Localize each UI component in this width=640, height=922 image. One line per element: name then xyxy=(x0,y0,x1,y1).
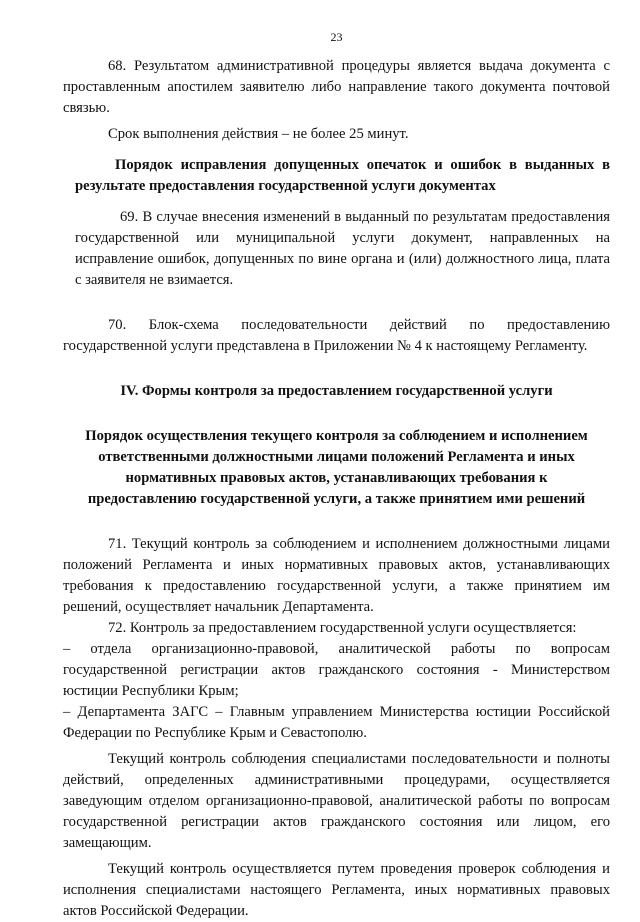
paragraph-72: 72. Контроль за предоставлением государственной услуги осуществляется: xyxy=(108,620,577,636)
heading-corrections: Порядок исправления допущенных опечаток и ошибок в выданных в результате предоставления государственной услуги документах xyxy=(75,157,610,194)
paragraph-72-item-1: – отдела организационно-правовой, аналитической работы по вопросам государственной регистрации актов гражданского состояния - Министерством юстиции Республики Крым; xyxy=(63,641,610,699)
paragraph-71: 71. Текущий контроль за соблюдением и исполнением должностными лицами положений Регламента и иных нормативных правовых актов, устанавливающих требования к предоставлению государственной услуги, а также принятием им решений, осуществляет начальник Департамента. xyxy=(63,536,610,615)
paragraph-checks: Текущий контроль осуществляется путем проведения проверок соблюдения и исполнения специалистами настоящего Регламента, иных нормативных правовых актов Российской Федерации. xyxy=(63,861,610,919)
paragraph-current-control: Текущий контроль соблюдения специалистами последовательности и полноты действий, определенных административными процедурами, осуществляется заведующим отделом организационно-правовой, аналитической работы по вопросам государственной регистрации актов гражданского состояния или лицом, его замещающим. xyxy=(63,751,610,851)
paragraph-72-item-2: – Департамента ЗАГС – Главным управлением Министерства юстиции Российской Федерации по Республике Крым и Севастополю. xyxy=(63,704,610,741)
paragraph-69: 69. В случае внесения изменений в выданный по результатам предоставления государственной или муниципальной услуги документ, направленных на исправление ошибок, допущенных по вине органа и (или) должностного лица, плата с заявителя не взимается. xyxy=(75,209,610,288)
paragraph-70: 70. Блок-схема последовательности действий по предоставлению государственной услуги представлена в Приложении № 4 к настоящему Регламенту. xyxy=(63,317,610,354)
paragraph-68: 68. Результатом административной процедуры является выдача документа с проставленным апостилем заявителю либо направление такого документа почтовой связью. xyxy=(63,58,610,116)
page-number: 23 xyxy=(330,30,343,44)
heading-current-control: Порядок осуществления текущего контроля за соблюдением и исполнением ответственными должностными лицами положений Регламента и иных нормативных правовых актов, устанавливающих требования к предоставлению государственной услуги, а также принятием ими решений xyxy=(85,428,588,507)
section-iv-title: IV. Формы контроля за предоставлением государственной услуги xyxy=(120,383,553,399)
paragraph-68-term: Срок выполнения действия – не более 25 минут. xyxy=(108,126,409,142)
